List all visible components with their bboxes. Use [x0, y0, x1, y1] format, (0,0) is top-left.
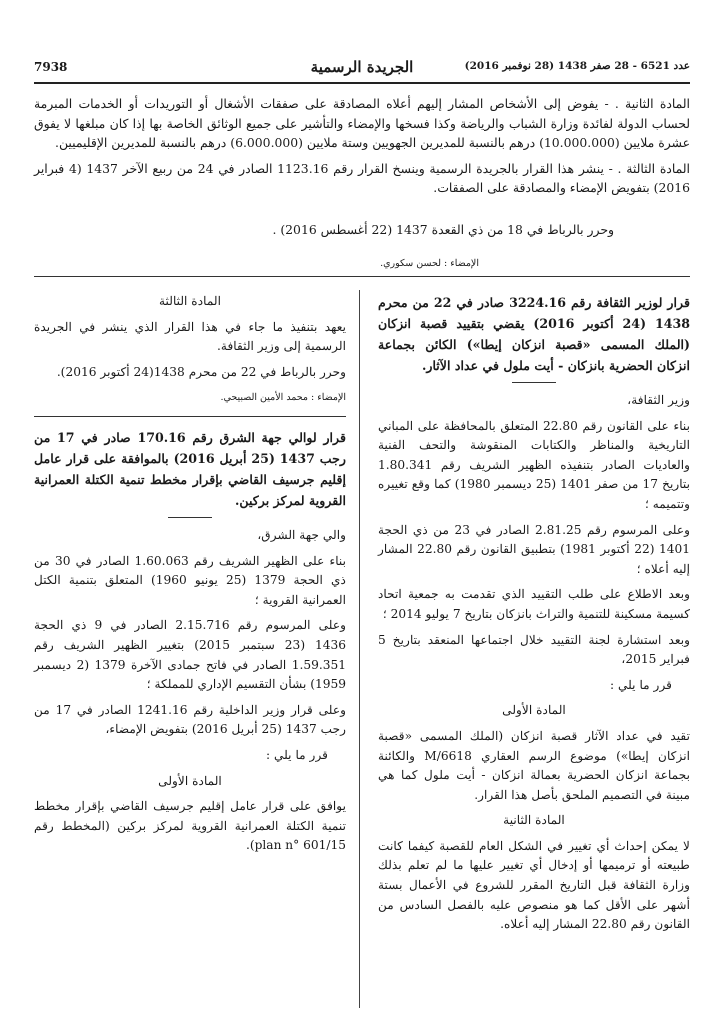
page-header: [34, 58, 690, 84]
section-divider: [34, 276, 690, 277]
decree-divider: [34, 416, 346, 417]
article-3-text: يعهد بتنفيذ ما جاء في هذا القرار الذي ينشر في الجريدة الرسمية إلى وزير الثقافة.: [34, 319, 346, 354]
journal-title: الجريدة الرسمية: [310, 58, 414, 76]
preamble-1: بناء على الظهير الشريف رقم 1.60.063 الصادر في 30 من ذي الحجة 1379 (25 يونيو 1960) المتعلق بتنمية الكتل العمرانية القروية ؛: [34, 553, 346, 607]
decree-title: قرار لوالي جهة الشرق رقم 170.16 صادر في 17 من رجب 1437 (25 أبريل 2016) بالموافقة على قرار عامل إقليم جرسيف القاضي بإقرار مخطط تنمية الكتلة العمرانية القروية لمركز بركين.: [34, 429, 347, 508]
issuer-line: والي جهة الشرق،: [257, 527, 346, 542]
article-1-text: يوافق على قرار عامل إقليم جرسيف القاضي بإقرار مخطط تنمية الكتلة العمرانية القروية لمركز بركين (المخطط رقم plan n° 601/15).: [34, 799, 346, 853]
done-at-line: وحرر بالرباط في 22 من محرم 1438(24 أكتوبر 2016).: [56, 364, 346, 379]
header-divider: [34, 82, 690, 84]
article-3-text: المادة الثالثة . - ينشر هذا القرار بالجريدة الرسمية وينسخ القرار رقم 1123.16 الصادر في 24 من ربيع الآخر 1437 (4 فبراير 2016) بتفويض الإمضاء والمصادقة على الصفقات.: [34, 160, 690, 195]
preamble-2: وعلى المرسوم رقم 2.81.25 الصادر في 23 من ذي الحجة 1401 (22 أكتوبر 1981) بتطبيق القانون رقم 22.80 المشار إليه أعلاه ؛: [378, 522, 690, 576]
left-column: [34, 292, 346, 862]
preamble-4: وبعد استشارة لجنة التقييد خلال اجتماعها المنعقد بتاريخ 5 فبراير 2015،: [378, 632, 690, 667]
title-rule: [168, 517, 212, 518]
article-1-heading: المادة الأولى: [158, 773, 222, 788]
done-at-line: وحرر بالرباط في 18 من ذي القعدة 1437 (22 أغسطس 2016) .: [272, 222, 614, 237]
column-divider: [359, 290, 360, 1008]
article-1-text: تقيد في عداد الآثار قصبة انزكان (الملك المسمى «قصبة انزكان إيطا») موضوع الرسم العقاري M/6618 والكائنة بجماعة انزكان الحضرية بعمالة انزكان - أيت ملول كما هي مبينة في التصميم الملحق بأصل هذا القرار.: [378, 728, 690, 802]
article-1-heading: المادة الأولى: [502, 703, 566, 718]
preamble-1: بناء على القانون رقم 22.80 المتعلق بالمحافظة على المباني التاريخية والمناظر والكتابات المنقوشة والتحف الفنية والعاديات الصادر بتنفيذه الظهير الشريف رقم 1.80.341 بتاريخ 17 من صفر 1401 (25 ديسمبر 1980) كما وقع تغييره وتتميمه ؛: [378, 418, 691, 511]
article-2-text: لا يمكن إحداث أي تغيير في الشكل العام للقصبة كيفما كانت طبيعته أو ترميمها أو إدخال أي تغيير عليها ما لم تعلم بذلك وزارة الثقافة قبل التاريخ المقرر للشروع في الأعمال بستة أشهر على الأقل كما هو منصوص عليه بالفصل السادس من القانون رقم 22.80 المشار إليه أعلاه.: [378, 838, 690, 932]
signature-line: الإمضاء : محمد الأمين الصبيحي.: [220, 392, 346, 404]
issuer-line: وزير الثقافة،: [627, 393, 690, 407]
preamble-3: وعلى قرار وزير الداخلية رقم 1241.16 الصادر في 17 من رجب 1437 (25 أبريل 2016) بتفويض الإمضاء،: [34, 702, 346, 737]
preamble-3: وبعد الاطلاع على طلب التقييد الذي تقدمت به جمعية اتحاد كسيمة مسكينة للتنمية والتراث بانزكان بتاريخ 7 يوليو 2014 ؛: [378, 587, 690, 621]
article-2-text: المادة الثانية . - يفوض إلى الأشخاص المشار إليهم أعلاه المصادقة على صفقات الأشغال أو التوريدات أو الخدمات المبرمة لحساب الدولة لفائدة وزارة الشباب والرياضة وكذا فسخها والإمضاء والتأشير على جميع الوثائق الخاصة بها إذا كان مبلغها لا يفوق عشرة ملايين (10.000.000) درهم بالنسبة للمديرين الجهويين وستة ملايين (6.000.000) درهم بالنسبة للمديرين الإقليميين.: [34, 96, 690, 150]
issue-info: عدد 6521 - 28 صفر 1438 (28 نوفمبر 2016): [464, 60, 690, 72]
top-decree-continuation: [34, 94, 690, 204]
preamble-2: وعلى المرسوم رقم 2.15.716 الصادر في 9 ذي الحجة 1436 (23 سبتمبر 2015) بتغيير الظهير الشريف رقم 1.59.351 الصادر في فاتح جمادى الآخرة 1379 (2 ديسمبر 1959) بشأن التقسيم الإداري للمملكة ؛: [34, 618, 346, 692]
article-3-heading: المادة الثالثة: [159, 294, 221, 308]
decides-line: قرر ما يلي :: [266, 747, 328, 762]
signature-line: الإمضاء : لحسن سكوري.: [380, 258, 479, 269]
decree-title: قرار لوزير الثقافة رقم 3224.16 صادر في 22 من محرم 1438 (24 أكتوبر 2016) يقضي بتقييد قصبة انزكان (الملك المسمى «قصبة انزكان إيطا») الكائن بجماعة انزكان الحضرية بانزكان - أيت ملول في عداد الآثار.: [378, 295, 691, 373]
right-column: [378, 292, 690, 941]
title-rule: [512, 382, 556, 383]
page-number: 7938: [34, 60, 68, 74]
decides-line: قرر ما يلي :: [610, 677, 672, 692]
article-2-heading: المادة الثانية: [503, 813, 565, 828]
